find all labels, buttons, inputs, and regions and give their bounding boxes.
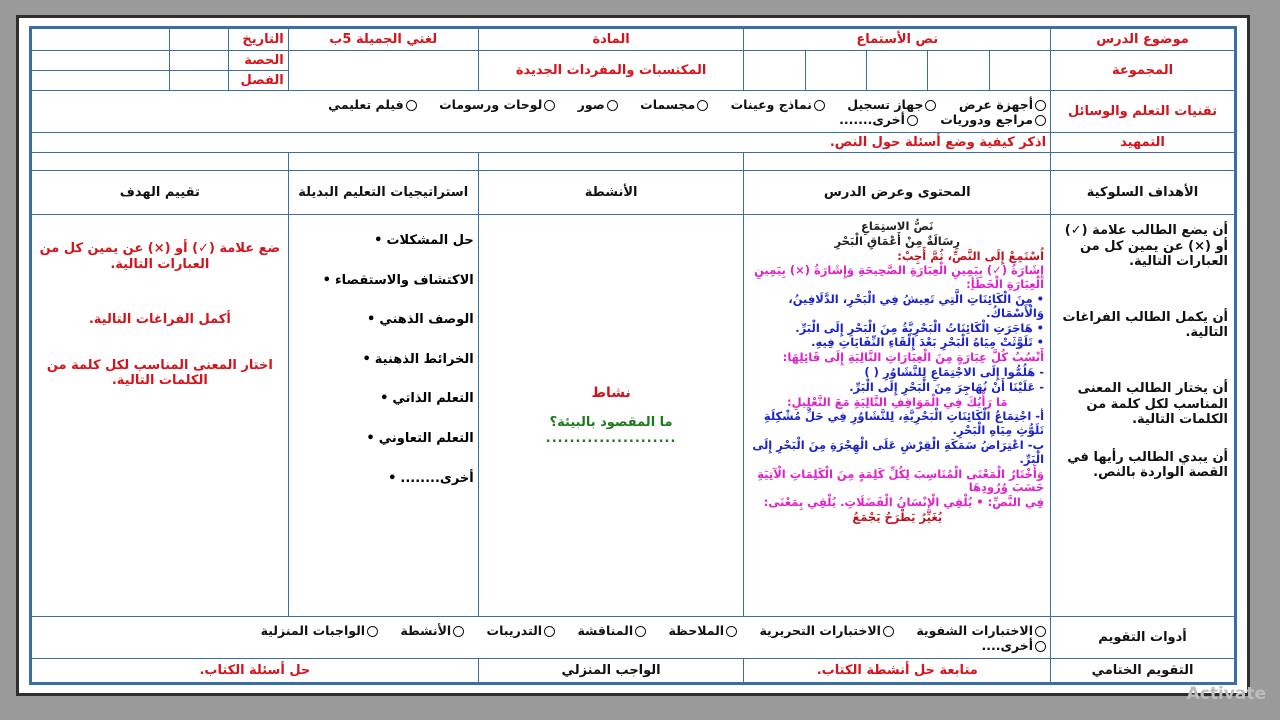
final-assessment-label: التقويم الختامي [1051,659,1235,683]
radio-circle-icon [907,115,918,126]
content-header: المحتوى وعرض الدرس [744,171,1051,215]
radio-circle-icon [607,100,618,111]
goals-cell [1051,215,1235,617]
tools-option[interactable]: نماذج وعينات [731,97,825,112]
assessment-option[interactable]: الاختبارات الشفوية [916,623,1046,638]
assessment-row-2 [36,638,1046,653]
content-question: إِشَارَةُ (✓) بِيَمِينِ الْعِبَارَةِ الصَّحِيحَةِ وَإِشَارَةُ (×) بِيَمِينِ الْعِبَارَةِ الْخَطَأِ: [754,263,1045,292]
evaluation-item: أكمل الفراغات التالية. [88,312,231,328]
assessment-option[interactable]: المناقشة [577,623,646,638]
goal-item: أن يختار الطالب المعنى المناسب لكل كلمة من الكلمات التالية. [1077,380,1228,428]
date-cell [32,29,170,51]
content-subtitle: رِسَالَةٌ مِنْ أَعْمَاقِ الْبَحْرِ [834,233,961,248]
content-item: • مِنَ الْكَائِنَاتِ الَّتِي تَعِيشُ فِي الْبَحْرِ، الدَّلَافِينُ، وَالْأَسْمَاكُ. [788,291,1045,320]
tools-row-1 [36,97,1046,112]
radio-circle-icon [925,100,936,111]
radio-circle-icon [1035,641,1046,652]
vocab-label: المكتسبات والمفردات الجديدة [478,51,744,91]
tools-row-2 [36,112,1046,127]
subject-value: لغتي الجميلة 5ب [288,29,478,51]
lesson-plan-border [29,26,1237,685]
class-label: الفصل [229,71,288,91]
content-choices: يُغَيِّرُ يَطْرَحُ يَجْمَعُ [852,509,943,524]
tools-options [32,91,1051,133]
assessment-options [32,617,1051,659]
tools-option[interactable]: مجسمات [640,97,708,112]
radio-circle-icon [367,626,378,637]
evaluation-item: اختار المعنى المناسب لكل كلمة من الكلمات التالية. [46,357,273,389]
tools-label: تقنيات التعلم والوسائل [1051,91,1235,133]
tools-option[interactable]: مراجع ودوريات [940,112,1046,127]
content-item: - هَلُمُّوا إِلَى الاجْتِمَاعِ لِلتَّشَاوُرِ ( ) [864,364,1045,379]
assessment-label: أدوات التقويم [1051,617,1235,659]
content-item: • تَلَوَّثَتْ مِيَاهُ الْبَحْرِ بَعْدَ إِلْقَاءِ النِّفَايَاتِ فِيهِ. [811,335,1045,350]
content-item: - عَلَيْنَا أَنْ نُهَاجِرَ مِنَ الْبَحْرِ إِلَى الْبَرِّ. [849,379,1045,394]
class-cell [170,71,229,91]
intro-label: التمهيد [1051,133,1235,153]
strategy-item: الخرائط الذهنية • [293,352,474,368]
class-cell [32,71,170,91]
page-frame [16,15,1250,696]
tools-option[interactable]: لوحات ورسومات [439,97,555,112]
spacer-cell [744,153,1051,171]
goal-item: أن يبدي الطالب رأيها في القصة الواردة بالنص. [1067,449,1228,481]
final-assessment-value: متابعة حل أنشطة الكتاب. [744,659,1051,683]
activity-question: ما المقصود بالبيئة؟ [549,415,673,431]
strategy-item: التعلم الذاتي • [293,391,474,407]
goal-item: أن يكمل الطالب الفراغات التالية. [1062,309,1228,341]
strategy-item: حل المشكلات • [293,233,474,249]
intro-value: اذكر كيفية وضع أسئلة حول النص. [32,133,1051,153]
period-cell [170,51,229,71]
radio-circle-icon [814,100,825,111]
date-cell [170,29,229,51]
spacer-cell [478,153,744,171]
tools-option[interactable]: جهاز تسجيل [847,97,936,112]
vocab-value [288,51,478,91]
content-item: فِي النَّصِّ: • يُلْقِي الْإِنْسَانُ الْفَضَلَاتِ. يُلْقِي بِمَعْنَى: [763,495,1045,510]
activity-answer-blank: ...................... [545,430,677,446]
activities-header: الأنشطة [478,171,744,215]
strategy-item: الاكتشاف والاستقصاء • [293,273,474,289]
strategy-item: أخرى........ • [293,471,474,487]
radio-circle-icon [544,100,555,111]
tools-option[interactable]: أخرى....... [839,112,918,127]
content-item: ب- اعْتِرَاضُ سَمَكَةِ الْقِرْشِ عَلَى الْهِجْرَةِ مِنَ الْبَحْرِ إِلَى الْبَرِّ. [752,437,1045,466]
content-title: نَصُّ الاستِمَاعِ [861,219,934,233]
lesson-plan-table [31,28,1235,683]
radio-circle-icon [635,626,646,637]
tools-option[interactable]: صور [578,97,618,112]
content-instruction: اُسْتَمِعْ إِلَى النَّصِّ، ثُمَّ أَجِبْ: [897,248,1045,263]
evaluation-item: ضع علامة (✓) أو (×) عن يمين كل من العبارات التالية. [39,241,281,272]
radio-circle-icon [453,626,464,637]
lesson-topic-value: نص الأستماع [744,29,1051,51]
content-question: وَأَخْتَارُ الْمَعْنَى الْمُنَاسِبَ لِكُلِّ كَلِمَةٍ مِنَ الْكَلِمَاتِ الْآتِيَةِ حَسَبَ وُرُودِهَا [757,466,1045,495]
date-label: التاريخ [229,29,288,51]
radio-circle-icon [726,626,737,637]
radio-circle-icon [544,626,555,637]
homework-value: حل أسئلة الكتاب. [32,659,479,683]
homework-label: الواجب المنزلي [478,659,744,683]
radio-circle-icon [1035,115,1046,126]
radio-circle-icon [697,100,708,111]
assessment-option[interactable]: أخرى.... [982,638,1047,653]
radio-circle-icon [406,100,417,111]
radio-circle-icon [883,626,894,637]
evaluation-cell [32,215,289,617]
content-question: أَنْسُبُ كُلَّ عِبَارَةٍ مِنَ الْعِبَارَاتِ التَّالِيَةِ إِلَى قَائِلِهَا: [782,350,1045,365]
period-label: الحصة [229,51,288,71]
tools-option[interactable]: فيلم تعليمي [328,97,417,112]
goal-item: أن يضع الطالب علامة (✓) أو (×) عن يمين كل من العبارات التالية. [1064,223,1228,270]
assessment-option[interactable]: الاختبارات التحريرية [759,623,894,638]
activities-cell [478,215,744,617]
spacer-cell [1051,153,1235,171]
group-cell [805,51,866,91]
evaluation-header: تقييم الهدف [32,171,289,215]
content-item: أ- اجْتِمَاعُ الْكَائِنَاتِ الْبَحْرِيَّةِ، لِلتَّشَاوُرِ فِي حَلِّ مُشْكِلَةِ تَلَوُّثِ مِيَاهِ الْبَحْرِ. [763,409,1045,438]
group-cell [867,51,928,91]
content-cell [744,215,1051,617]
assessment-option[interactable]: الواجبات المنزلية [261,623,378,638]
strategies-cell [288,215,478,617]
strategy-item: الوصف الذهني • [293,312,474,328]
content-question: مَا رَأْيُكَ فِي الْمَوَاقِفِ التَّالِيَةِ مَعَ التَّعْلِيلِ: [787,394,1008,409]
assessment-row-1 [36,623,1046,638]
strategy-item: التعلم التعاوني • [293,431,474,447]
strategies-header: استراتيجيات التعليم البديلة [288,171,478,215]
group-cell [989,51,1050,91]
activity-title: نشاط [591,384,631,401]
spacer-cell [288,153,478,171]
group-cell [928,51,989,91]
assessment-option[interactable]: الملاحظة [668,623,737,638]
radio-circle-icon [1035,100,1046,111]
content-item: • هَاجَرَتِ الْكَائِنَاتُ الْبَحْرِيَّةُ مِنَ الْبَحْرِ إِلَى الْبَرِّ. [795,320,1045,335]
activate-watermark: Activate [1186,684,1266,704]
assessment-option[interactable]: التدريبات [487,623,556,638]
radio-circle-icon [1035,626,1046,637]
lesson-topic-label: موضوع الدرس [1051,29,1235,51]
group-cell [744,51,805,91]
period-cell [32,51,170,71]
tools-option[interactable]: أجهزة عرض [959,97,1046,112]
assessment-option[interactable]: الأنشطة [400,623,464,638]
subject-label: المادة [478,29,744,51]
spacer-cell [32,153,289,171]
group-label: المجموعة [1051,51,1235,91]
goals-header: الأهداف السلوكية [1051,171,1235,215]
